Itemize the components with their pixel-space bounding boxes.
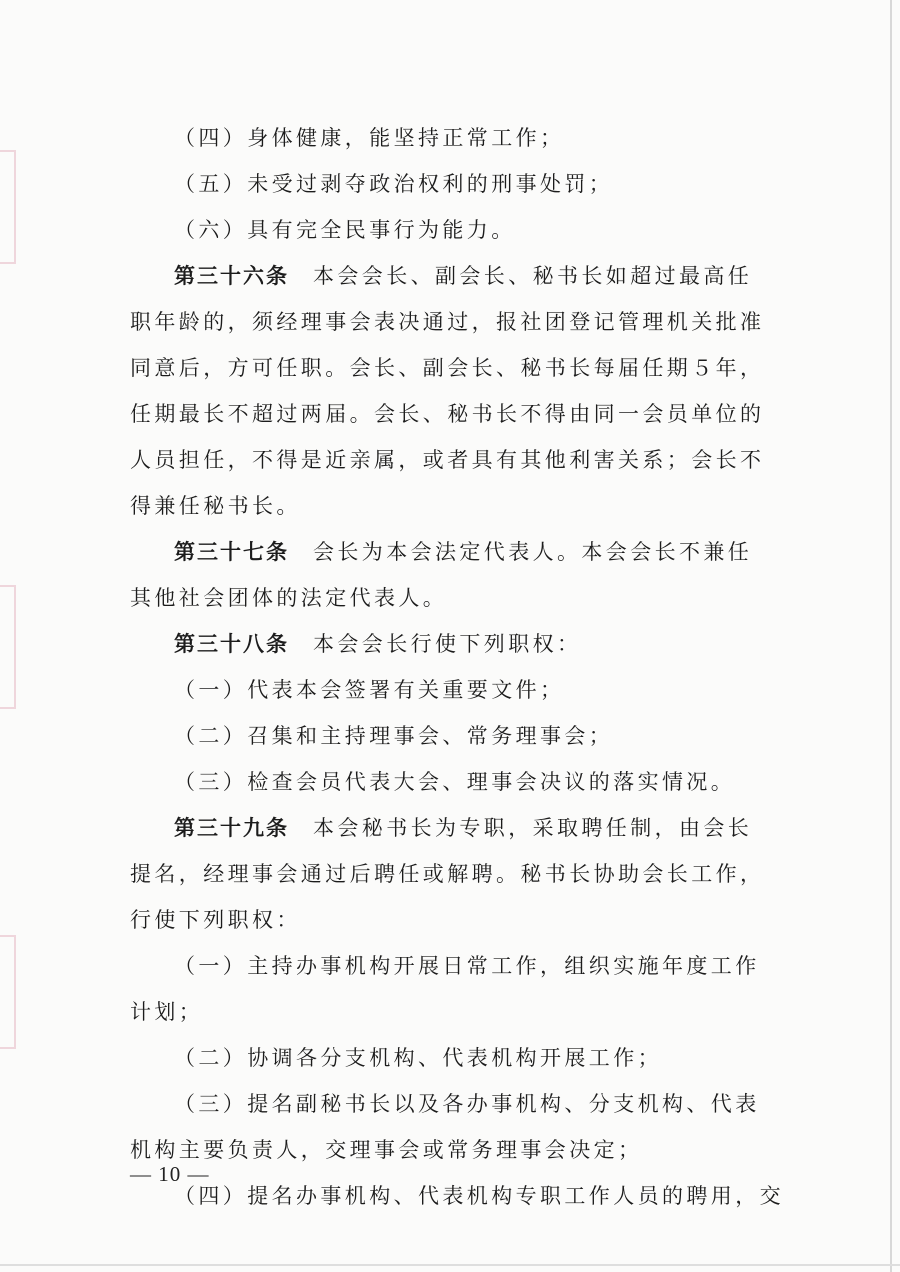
text-line (130, 667, 760, 713)
document-body (130, 115, 784, 1219)
text-line (130, 115, 760, 161)
text-line (130, 1173, 784, 1219)
binding-seal-mark (0, 150, 16, 264)
article-number: 第三十七条 (174, 540, 289, 564)
line-text: （二）协调各分支机构、代表机构开展工作； (174, 1046, 662, 1070)
text-line (130, 943, 760, 989)
line-text: （六）具有完全民事行为能力。 (174, 218, 516, 242)
line-text: 本会会长、副会长、秘书长如超过最高任 (313, 264, 753, 288)
text-line (130, 483, 760, 529)
line-text: 人员担任，不得是近亲属，或者具有其他利害关系；会长不 (130, 448, 765, 472)
page-edge-shadow (890, 0, 892, 1272)
line-text: 职年龄的，须经理事会表决通过，报社团登记管理机关批准 (130, 310, 765, 334)
line-text: 本会秘书长为专职，采取聘任制，由会长 (313, 816, 753, 840)
article-paragraph (130, 621, 760, 667)
article-paragraph (130, 805, 760, 851)
article-paragraph (130, 253, 760, 299)
line-text: 行使下列职权： (130, 908, 301, 932)
page-edge-shadow-bottom (0, 1264, 900, 1266)
binding-seal-mark (0, 935, 16, 1049)
text-line (130, 345, 765, 391)
text-line (130, 759, 760, 805)
line-text: 计划； (130, 1000, 204, 1024)
text-line (130, 575, 760, 621)
text-line (130, 207, 760, 253)
text-line (130, 161, 760, 207)
article-number: 第三十九条 (174, 816, 289, 840)
text-line (130, 1127, 760, 1173)
binding-seal-mark (0, 585, 16, 709)
text-line (130, 1035, 760, 1081)
article-paragraph (130, 529, 760, 575)
line-text: 其他社会团体的法定代表人。 (130, 586, 448, 610)
line-text: 同意后，方可任职。会长、副会长、秘书长每届任期５年， (130, 356, 765, 380)
text-line (130, 897, 760, 943)
article-number: 第三十八条 (174, 632, 289, 656)
line-text: 机构主要负责人，交理事会或常务理事会决定； (130, 1138, 643, 1162)
line-text: （四）身体健康，能坚持正常工作； (174, 126, 565, 150)
text-line (130, 437, 765, 483)
article-number: 第三十六条 (174, 264, 289, 288)
line-text: （三）提名副秘书长以及各办事机构、分支机构、代表 (174, 1092, 760, 1116)
line-text: 任期最长不超过两届。会长、秘书长不得由同一会员单位的 (130, 402, 765, 426)
text-line (130, 299, 765, 345)
text-line (130, 713, 760, 759)
line-text: （五）未受过剥夺政治权利的刑事处罚； (174, 172, 614, 196)
line-text: （四）提名办事机构、代表机构专职工作人员的聘用，交 (174, 1184, 784, 1208)
line-text: （一）主持办事机构开展日常工作，组织实施年度工作 (174, 954, 760, 978)
text-line (130, 989, 760, 1035)
text-line (130, 391, 765, 437)
line-text: 得兼任秘书长。 (130, 494, 301, 518)
line-text: （一）代表本会签署有关重要文件； (174, 678, 565, 702)
text-line (130, 851, 765, 897)
text-line (130, 1081, 760, 1127)
line-text: 会长为本会法定代表人。本会会长不兼任 (313, 540, 753, 564)
line-text: （二）召集和主持理事会、常务理事会； (174, 724, 614, 748)
line-text: 提名，经理事会通过后聘任或解聘。秘书长协助会长工作， (130, 862, 765, 886)
page-number: — 10 — (130, 1162, 210, 1186)
line-text: 本会会长行使下列职权： (313, 632, 582, 656)
line-text: （三）检查会员代表大会、理事会决议的落实情况。 (174, 770, 736, 794)
